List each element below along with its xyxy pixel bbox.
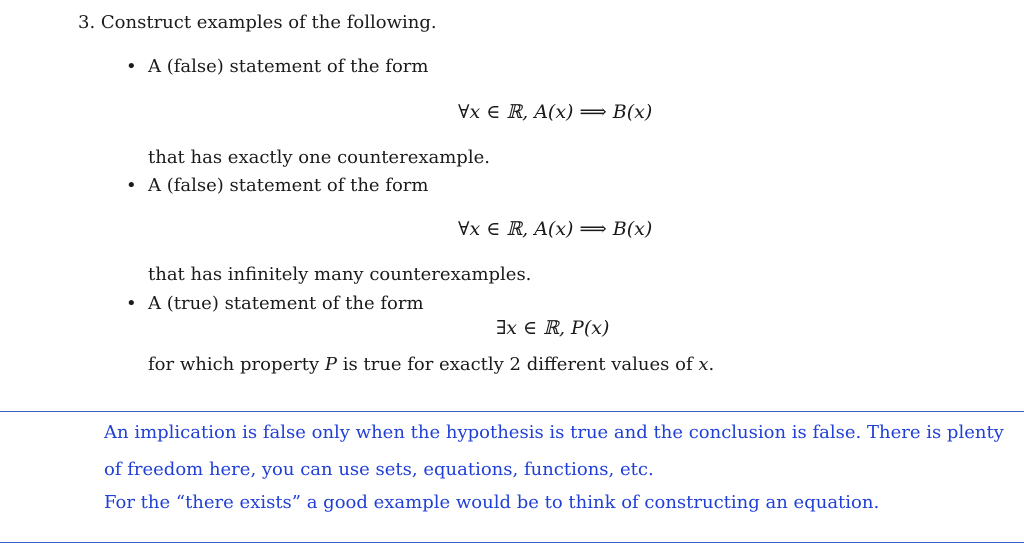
variable-p: P — [324, 354, 337, 375]
hint-line-3: For the “there exists” a good example would be to think of constructing an equation. — [104, 492, 880, 513]
item-conclusion: that has exactly one counterexample. — [148, 147, 490, 168]
period: . — [708, 354, 715, 375]
item-intro: A (false) statement of the form — [148, 56, 429, 77]
divider-bottom — [0, 542, 1024, 543]
bullet: • — [126, 56, 137, 77]
item-conclusion — [148, 354, 714, 375]
formula: ∀x ∈ ℝ, A(x) ⟹ B(x) — [458, 218, 653, 240]
item-intro: A (true) statement of the form — [148, 293, 424, 314]
formula: ∀x ∈ ℝ, A(x) ⟹ B(x) — [458, 101, 653, 123]
list-item — [126, 56, 428, 77]
hint-line-2: of freedom here, you can use sets, equations, functions, etc. — [104, 459, 654, 480]
item-intro: A (false) statement of the form — [148, 175, 429, 196]
conclusion-text: is true for exactly 2 different values of — [336, 354, 699, 375]
divider-top — [0, 411, 1024, 412]
hint-line-1: An implication is false only when the hypothesis is true and the conclusion is false. There is plenty — [104, 422, 1004, 443]
list-item — [126, 293, 424, 314]
list-item — [126, 175, 428, 196]
bullet: • — [126, 175, 137, 196]
formula: ∃x ∈ ℝ, P(x) — [496, 317, 610, 339]
item-conclusion: that has infinitely many counterexamples. — [148, 264, 532, 285]
conclusion-text: for which property — [148, 354, 325, 375]
problem-heading: 3. Construct examples of the following. — [78, 12, 437, 33]
bullet: • — [126, 293, 137, 314]
variable-x: x — [698, 354, 709, 375]
